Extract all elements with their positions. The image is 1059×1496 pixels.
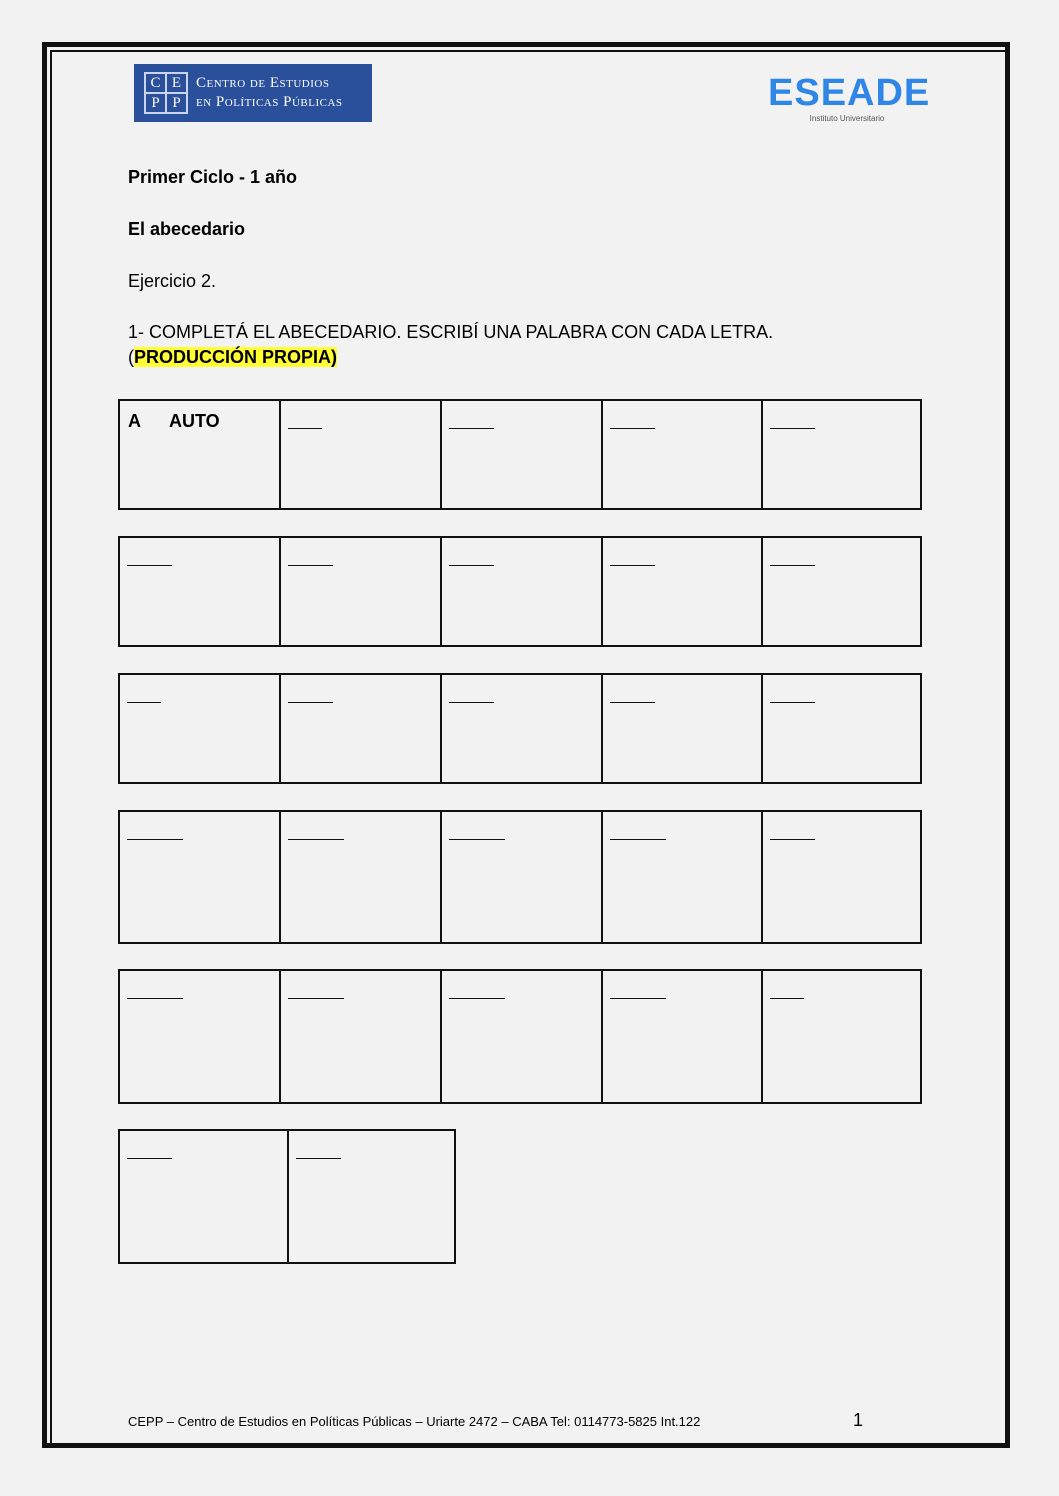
blank-line: [449, 839, 505, 840]
alphabet-cell[interactable]: [763, 812, 920, 942]
alphabet-row: [118, 673, 922, 784]
alphabet-row: [118, 969, 922, 1104]
cepp-logo-text: [196, 74, 343, 112]
blank-line: [127, 702, 161, 703]
alphabet-row: [118, 810, 922, 944]
blank-line: [770, 428, 815, 429]
eseade-logo: [768, 72, 931, 123]
alphabet-cell[interactable]: [120, 401, 281, 508]
alphabet-cell[interactable]: [120, 538, 281, 645]
instruction-note: [128, 347, 337, 368]
blank-line: [770, 839, 815, 840]
alphabet-cell[interactable]: [603, 971, 763, 1102]
alphabet-cell[interactable]: [763, 401, 920, 508]
alphabet-cell[interactable]: [120, 812, 281, 942]
blank-line: [288, 998, 344, 999]
instruction-text: 1- COMPLETÁ EL ABECEDARIO. ESCRIBÍ UNA PALABRA CON CADA LETRA.: [128, 322, 774, 342]
alphabet-cell[interactable]: [442, 401, 603, 508]
blank-line: [610, 702, 655, 703]
alphabet-row: [118, 536, 922, 647]
exercise-label: Ejercicio 2.: [128, 271, 217, 291]
eseade-logo-subtitle: Instituto Universitario: [809, 114, 885, 123]
alphabet-cell[interactable]: [763, 971, 920, 1102]
alphabet-cell[interactable]: [763, 675, 920, 782]
blank-line: [610, 428, 655, 429]
blank-line: [770, 565, 815, 566]
alphabet-cell[interactable]: [120, 1131, 289, 1262]
cepp-letter: P: [166, 93, 187, 113]
alphabet-cell[interactable]: [603, 675, 763, 782]
alphabet-row: [118, 399, 922, 510]
topic-title: El abecedario: [128, 219, 246, 239]
alphabet-cell[interactable]: [120, 971, 281, 1102]
blank-line: [127, 998, 183, 999]
blank-line: [610, 565, 655, 566]
page-number: 1: [853, 1410, 864, 1430]
alphabet-cell[interactable]: [442, 538, 603, 645]
blank-line: [610, 998, 666, 999]
blank-line: [127, 839, 183, 840]
example-word: AUTO: [169, 411, 220, 431]
blank-line: [288, 565, 333, 566]
alphabet-cell[interactable]: [281, 538, 442, 645]
blank-line: [288, 839, 344, 840]
cepp-logo-grid: [144, 72, 188, 114]
highlighted-note: PRODUCCIÓN PROPIA): [134, 347, 338, 367]
alphabet-cell[interactable]: [442, 675, 603, 782]
alphabet-cell[interactable]: [281, 401, 442, 508]
alphabet-cell[interactable]: [289, 1131, 454, 1262]
cepp-letter: C: [145, 73, 166, 93]
blank-line: [288, 702, 333, 703]
blank-line: [449, 702, 494, 703]
alphabet-cell[interactable]: [442, 812, 603, 942]
cycle-title: Primer Ciclo - 1 año: [128, 167, 298, 187]
blank-line: [770, 702, 815, 703]
blank-line: [770, 998, 804, 999]
alphabet-cell[interactable]: [603, 401, 763, 508]
cepp-letter: P: [145, 93, 166, 113]
blank-line: [449, 998, 505, 999]
blank-line: [127, 565, 172, 566]
example-entry: [128, 411, 220, 432]
blank-line: [288, 428, 322, 429]
blank-line: [127, 1158, 172, 1159]
blank-line: [296, 1158, 341, 1159]
alphabet-cell[interactable]: [603, 538, 763, 645]
alphabet-cell[interactable]: [281, 675, 442, 782]
footer-address: CEPP – Centro de Estudios en Políticas Públicas – Uriarte 2472 – CABA Tel: 0114773-5825 Int.122: [128, 1414, 701, 1429]
alphabet-cell[interactable]: [120, 675, 281, 782]
cepp-letter: E: [166, 73, 187, 93]
cepp-logo: [134, 64, 372, 122]
alphabet-row: [118, 1129, 456, 1264]
paren-open: (: [128, 347, 134, 367]
blank-line: [610, 839, 666, 840]
cepp-logo-line2: en Políticas Públicas: [196, 94, 343, 110]
alphabet-cell[interactable]: [281, 971, 442, 1102]
alphabet-cell[interactable]: [763, 538, 920, 645]
alphabet-cell[interactable]: [603, 812, 763, 942]
cepp-logo-line1: Centro de Estudios: [196, 75, 330, 91]
blank-line: [449, 565, 494, 566]
example-letter: A: [128, 411, 141, 431]
alphabet-cell[interactable]: [281, 812, 442, 942]
blank-line: [449, 428, 494, 429]
eseade-logo-name: ESEADE: [768, 72, 931, 114]
alphabet-cell[interactable]: [442, 971, 603, 1102]
